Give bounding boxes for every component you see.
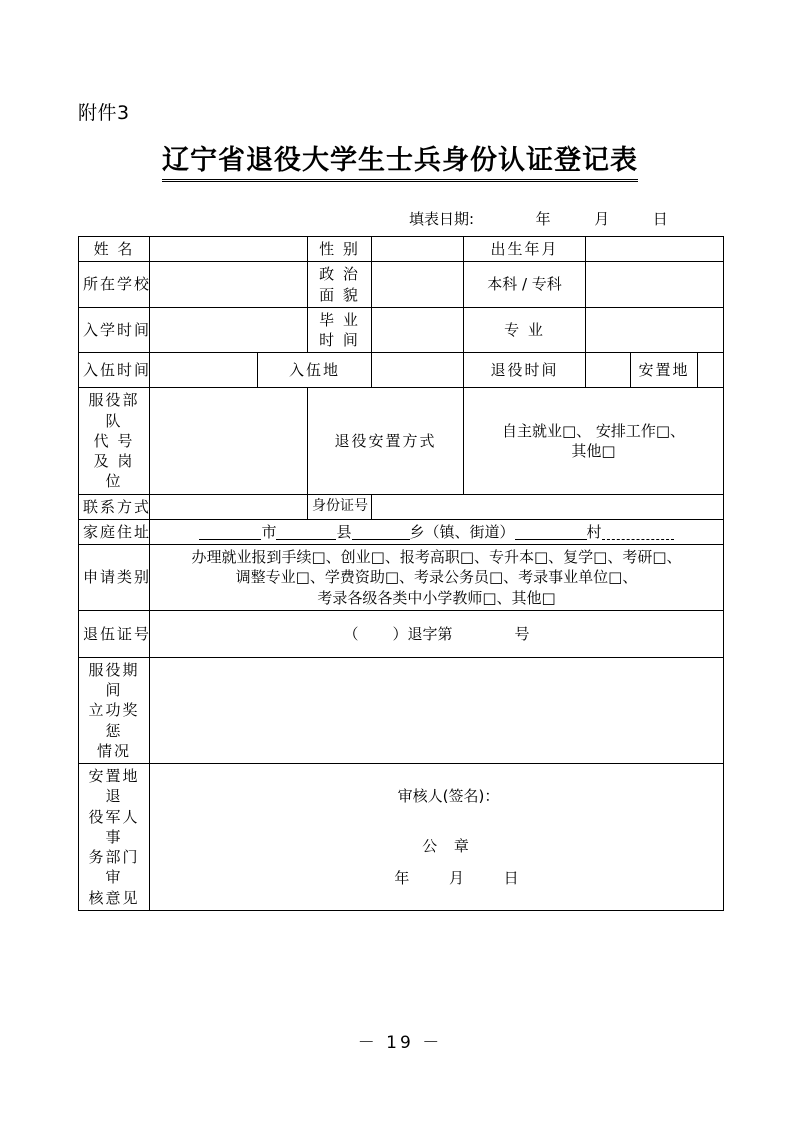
discharge-date-label: 退役时间 <box>464 353 586 388</box>
name-label: 姓 名 <box>79 237 150 262</box>
application-category-options[interactable] <box>150 545 724 611</box>
resettlement-method-label: 退役安置方式 <box>308 388 464 494</box>
service-unit-label-line1: 服役部队 <box>88 391 140 430</box>
political-status-label-line1: 政 治 <box>319 265 360 284</box>
address-trailing-dashes <box>602 539 674 540</box>
table-row <box>79 545 724 611</box>
fill-date-year: 年 <box>535 210 551 228</box>
audit-opinion-label-line1: 安置地退 <box>88 767 140 806</box>
merit-record-label-line2: 立功奖惩 <box>88 701 140 740</box>
fill-date-day: 日 <box>652 210 668 228</box>
auditor-signature-label: 审核人(签名)： <box>397 786 500 805</box>
merit-record-label-line3: 情况 <box>96 741 131 760</box>
table-row <box>79 307 724 353</box>
major-label: 专 业 <box>464 307 586 353</box>
registration-form-table <box>78 236 724 911</box>
service-unit-label <box>79 388 150 494</box>
cert-prefix: （ <box>343 624 359 643</box>
merit-record-label-line1: 服役期间 <box>88 660 140 699</box>
application-category-label: 申请类别 <box>79 545 150 611</box>
discharge-cert-value[interactable] <box>150 610 724 657</box>
fill-date-line <box>409 208 668 229</box>
home-address-label: 家庭住址 <box>79 519 150 544</box>
id-number-value[interactable] <box>372 494 724 519</box>
audit-date-line <box>194 868 719 888</box>
page-number: － 19 － <box>357 1033 443 1053</box>
audit-date-day: 日 <box>503 869 519 887</box>
table-row <box>79 388 724 494</box>
settle-place-label: 安置地 <box>631 353 698 387</box>
home-address-value[interactable] <box>150 519 724 544</box>
table-row <box>79 764 724 911</box>
enlist-date-label: 入伍时间 <box>79 353 150 388</box>
cert-middle: ）退字第 <box>392 624 453 643</box>
graduation-date-value[interactable] <box>372 307 464 353</box>
discharge-date-value[interactable] <box>586 353 631 387</box>
graduation-date-label-line2: 时 间 <box>319 331 360 349</box>
audit-opinion-label-line3: 务部门审 <box>88 848 140 887</box>
address-county-unit: 县 <box>336 522 352 541</box>
audit-opinion-label <box>79 764 150 911</box>
political-status-value[interactable] <box>372 262 464 308</box>
address-city-blank[interactable] <box>199 539 261 540</box>
degree-type-value[interactable] <box>586 262 724 308</box>
table-row <box>79 519 724 544</box>
audit-opinion-label-line2: 役军人事 <box>88 807 140 846</box>
address-village-unit: 村 <box>586 522 602 541</box>
political-status-label <box>308 262 372 308</box>
resettlement-options[interactable] <box>464 388 724 494</box>
address-village-blank[interactable] <box>515 539 587 540</box>
birth-date-label: 出生年月 <box>464 237 586 262</box>
page-title: 辽宁省退役大学生士兵身份认证登记表 <box>162 145 638 182</box>
table-row <box>79 353 724 388</box>
audit-date-year: 年 <box>394 869 410 887</box>
major-value[interactable] <box>586 307 724 353</box>
table-row <box>79 237 724 262</box>
resettlement-options-line1[interactable]: 自主就业□、 安排工作□、 <box>501 421 686 440</box>
audit-opinion-label-line4: 核意见 <box>88 888 140 907</box>
address-township-unit: 乡（镇、街道） <box>409 522 515 541</box>
attachment-label: 附件3 <box>78 102 130 124</box>
application-options-line3[interactable]: 考录各级各类中小学教师□、其他□ <box>317 588 556 607</box>
application-options-line1[interactable]: 办理就业报到手续□、创业□、报考高职□、专升本□、复学□、考研□、 <box>191 548 682 566</box>
contact-value[interactable] <box>150 494 308 519</box>
graduation-date-label <box>308 307 372 353</box>
discharge-cert-label: 退伍证号 <box>79 610 150 657</box>
id-number-label: 身份证号 <box>308 494 372 519</box>
service-unit-label-line3: 及 岗 位 <box>93 452 135 491</box>
enrollment-date-value[interactable] <box>150 307 308 353</box>
service-unit-label-line2: 代 号 <box>93 431 135 450</box>
address-city-unit: 市 <box>261 522 277 541</box>
enlist-place-label: 入伍地 <box>258 353 372 388</box>
merit-record-value[interactable] <box>150 657 724 763</box>
political-status-label-line2: 面 貌 <box>319 285 360 304</box>
service-unit-value[interactable] <box>150 388 308 494</box>
table-row <box>79 657 724 763</box>
table-row <box>79 494 724 519</box>
document-title-container <box>0 145 800 182</box>
fill-date-month: 月 <box>594 210 610 228</box>
gender-label: 性 别 <box>308 237 372 262</box>
school-value[interactable] <box>150 262 308 308</box>
name-value[interactable] <box>150 237 308 262</box>
table-row <box>79 262 724 308</box>
settle-place-value[interactable] <box>698 353 724 387</box>
cert-suffix: 号 <box>514 624 530 643</box>
merit-record-label <box>79 657 150 763</box>
application-options-line2[interactable]: 调整专业□、学费资助□、考录公务员□、考录事业单位□、 <box>235 568 638 587</box>
official-seal-label: 公 章 <box>422 836 475 855</box>
table-row <box>79 610 724 657</box>
address-township-blank[interactable] <box>352 539 410 540</box>
fill-date-label: 填表日期: <box>409 210 475 228</box>
audit-opinion-area[interactable] <box>150 764 724 911</box>
enlist-date-value[interactable] <box>150 353 258 388</box>
degree-type-label: 本科 / 专科 <box>464 262 586 308</box>
address-county-blank[interactable] <box>276 539 336 540</box>
school-label: 所在学校 <box>79 262 150 308</box>
enrollment-date-label: 入学时间 <box>79 307 150 353</box>
contact-label: 联系方式 <box>79 494 150 519</box>
birth-date-value[interactable] <box>586 237 724 262</box>
enlist-place-value[interactable] <box>372 353 464 388</box>
audit-date-month: 月 <box>448 869 464 887</box>
graduation-date-label-line1: 毕 业 <box>319 310 360 329</box>
gender-value[interactable] <box>372 237 464 262</box>
discharge-and-settle-group <box>586 353 724 388</box>
resettlement-options-line2[interactable]: 其他□ <box>571 441 616 460</box>
